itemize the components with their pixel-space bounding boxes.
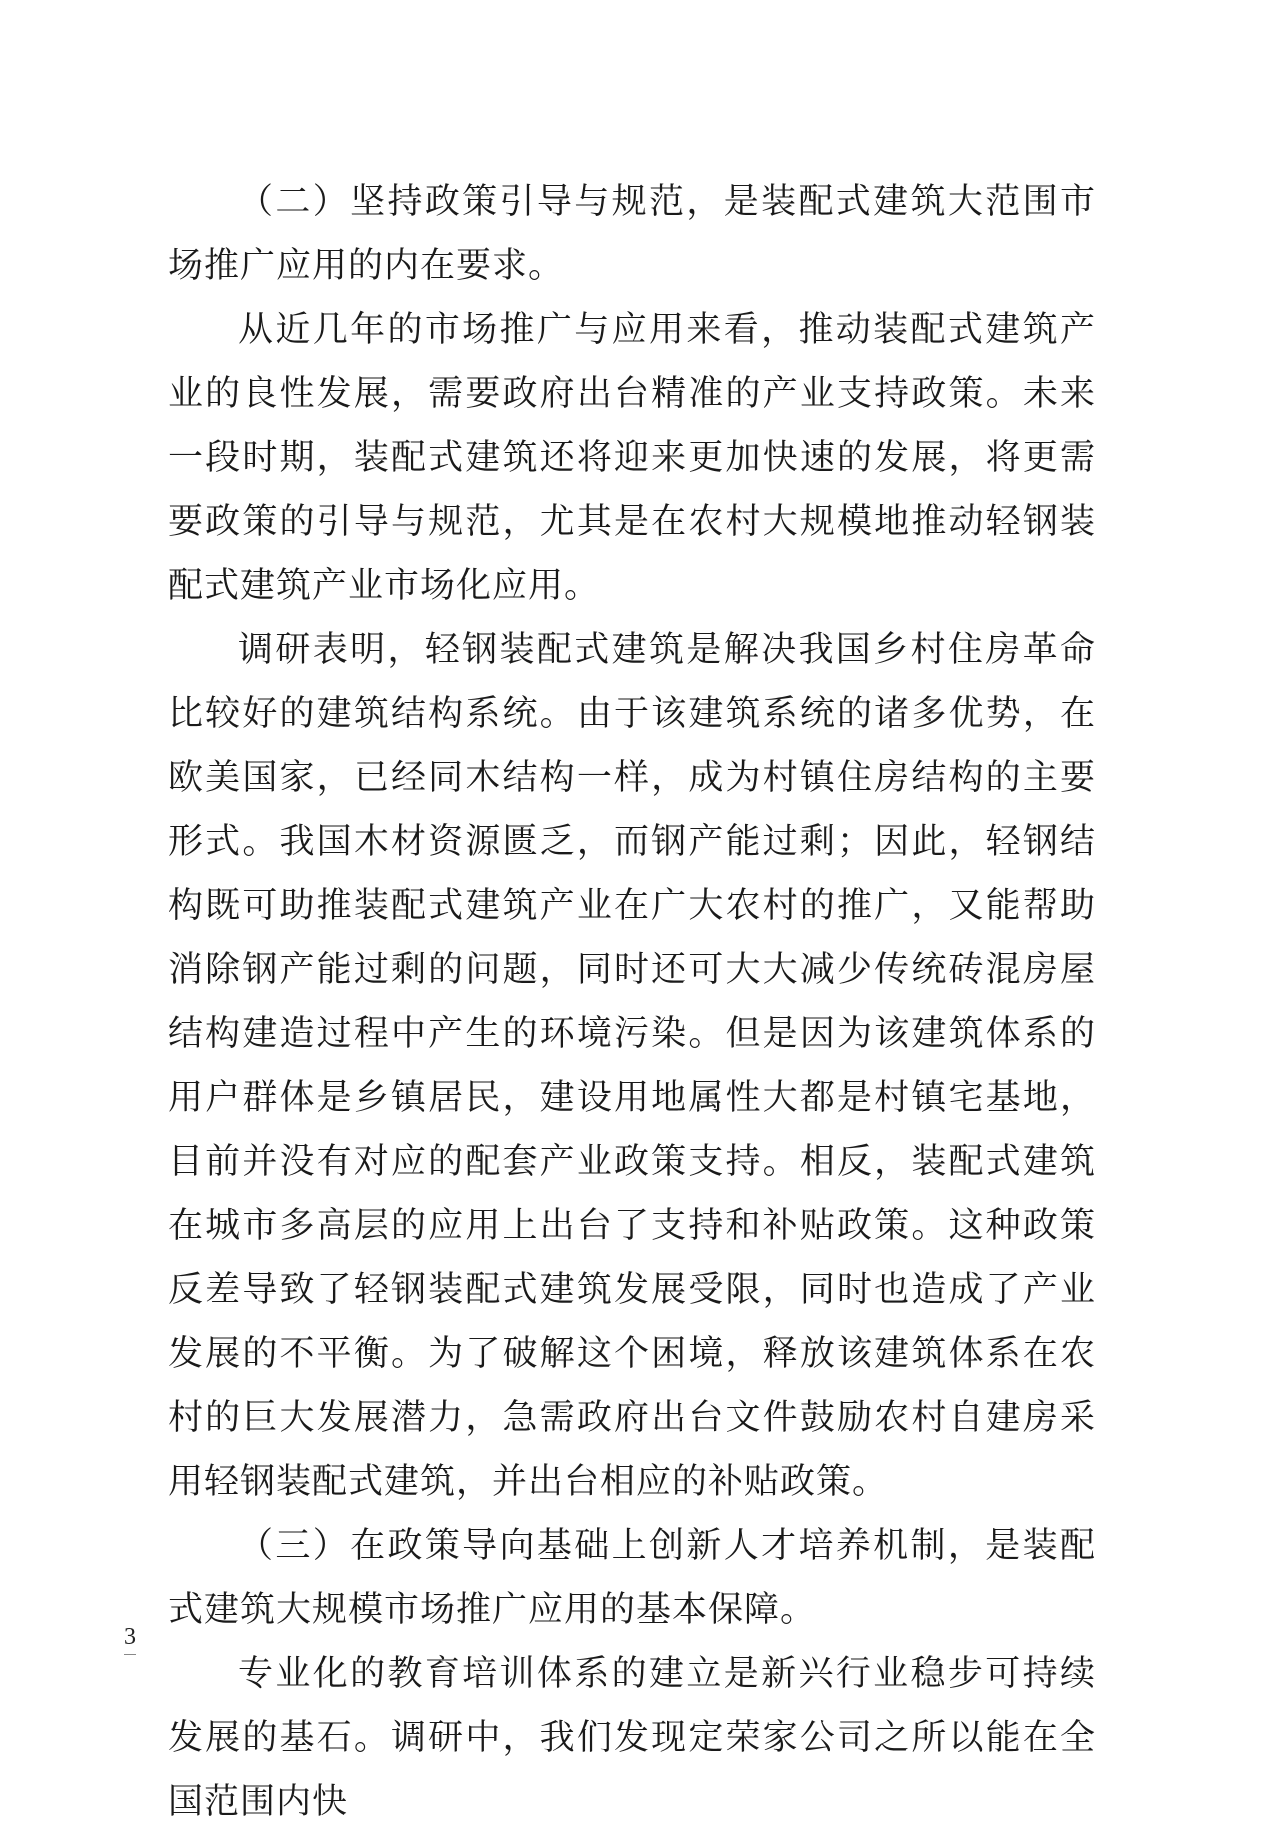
- section-heading-two: （二）坚持政策引导与规范，是装配式建筑大范围市场推广应用的内在要求。: [168, 182, 1096, 286]
- paragraph: 从近几年的市场推广与应用来看，推动装配式建筑产业的良性发展，需要政府出台精准的产业支持政策。未来一段时期，装配式建筑还将迎来更加快速的发展，将更需要政策的引导与规范，尤其是在农村大规模地推动轻钢装配式建筑产业市场化应用。: [168, 310, 1096, 606]
- page-number: 3: [124, 1622, 136, 1655]
- paragraph: 调研表明，轻钢装配式建筑是解决我国乡村住房革命比较好的建筑结构系统。由于该建筑系统的诸多优势，在欧美国家，已经同木结构一样，成为村镇住房结构的主要形式。我国木材资源匮乏，而钢产能过剩；因此，轻钢结构既可助推装配式建筑产业在广大农村的推广，又能帮助消除钢产能过剩的问题，同时还可大大减少传统砖混房屋结构建造过程中产生的环境污染。但是因为该建筑体系的用户群体是乡镇居民，建设用地属性大都是村镇宅基地，目前并没有对应的配套产业政策支持。相反，装配式建筑在城市多高层的应用上出台了支持和补贴政策。这种政策反差导致了轻钢装配式建筑发展受限，同时也造成了产业发展的不平衡。为了破解这个困境，释放该建筑体系在农村的巨大发展潜力，急需政府出台文件鼓励农村自建房采用轻钢装配式建筑，并出台相应的补贴政策。: [168, 630, 1096, 1502]
- document-body: [168, 170, 1096, 1834]
- section-heading-three: （三）在政策导向基础上创新人才培养机制，是装配式建筑大规模市场推广应用的基本保障。: [168, 1526, 1096, 1630]
- paragraph: 专业化的教育培训体系的建立是新兴行业稳步可持续发展的基石。调研中，我们发现定荣家公司之所以能在全国范围内快: [168, 1654, 1096, 1822]
